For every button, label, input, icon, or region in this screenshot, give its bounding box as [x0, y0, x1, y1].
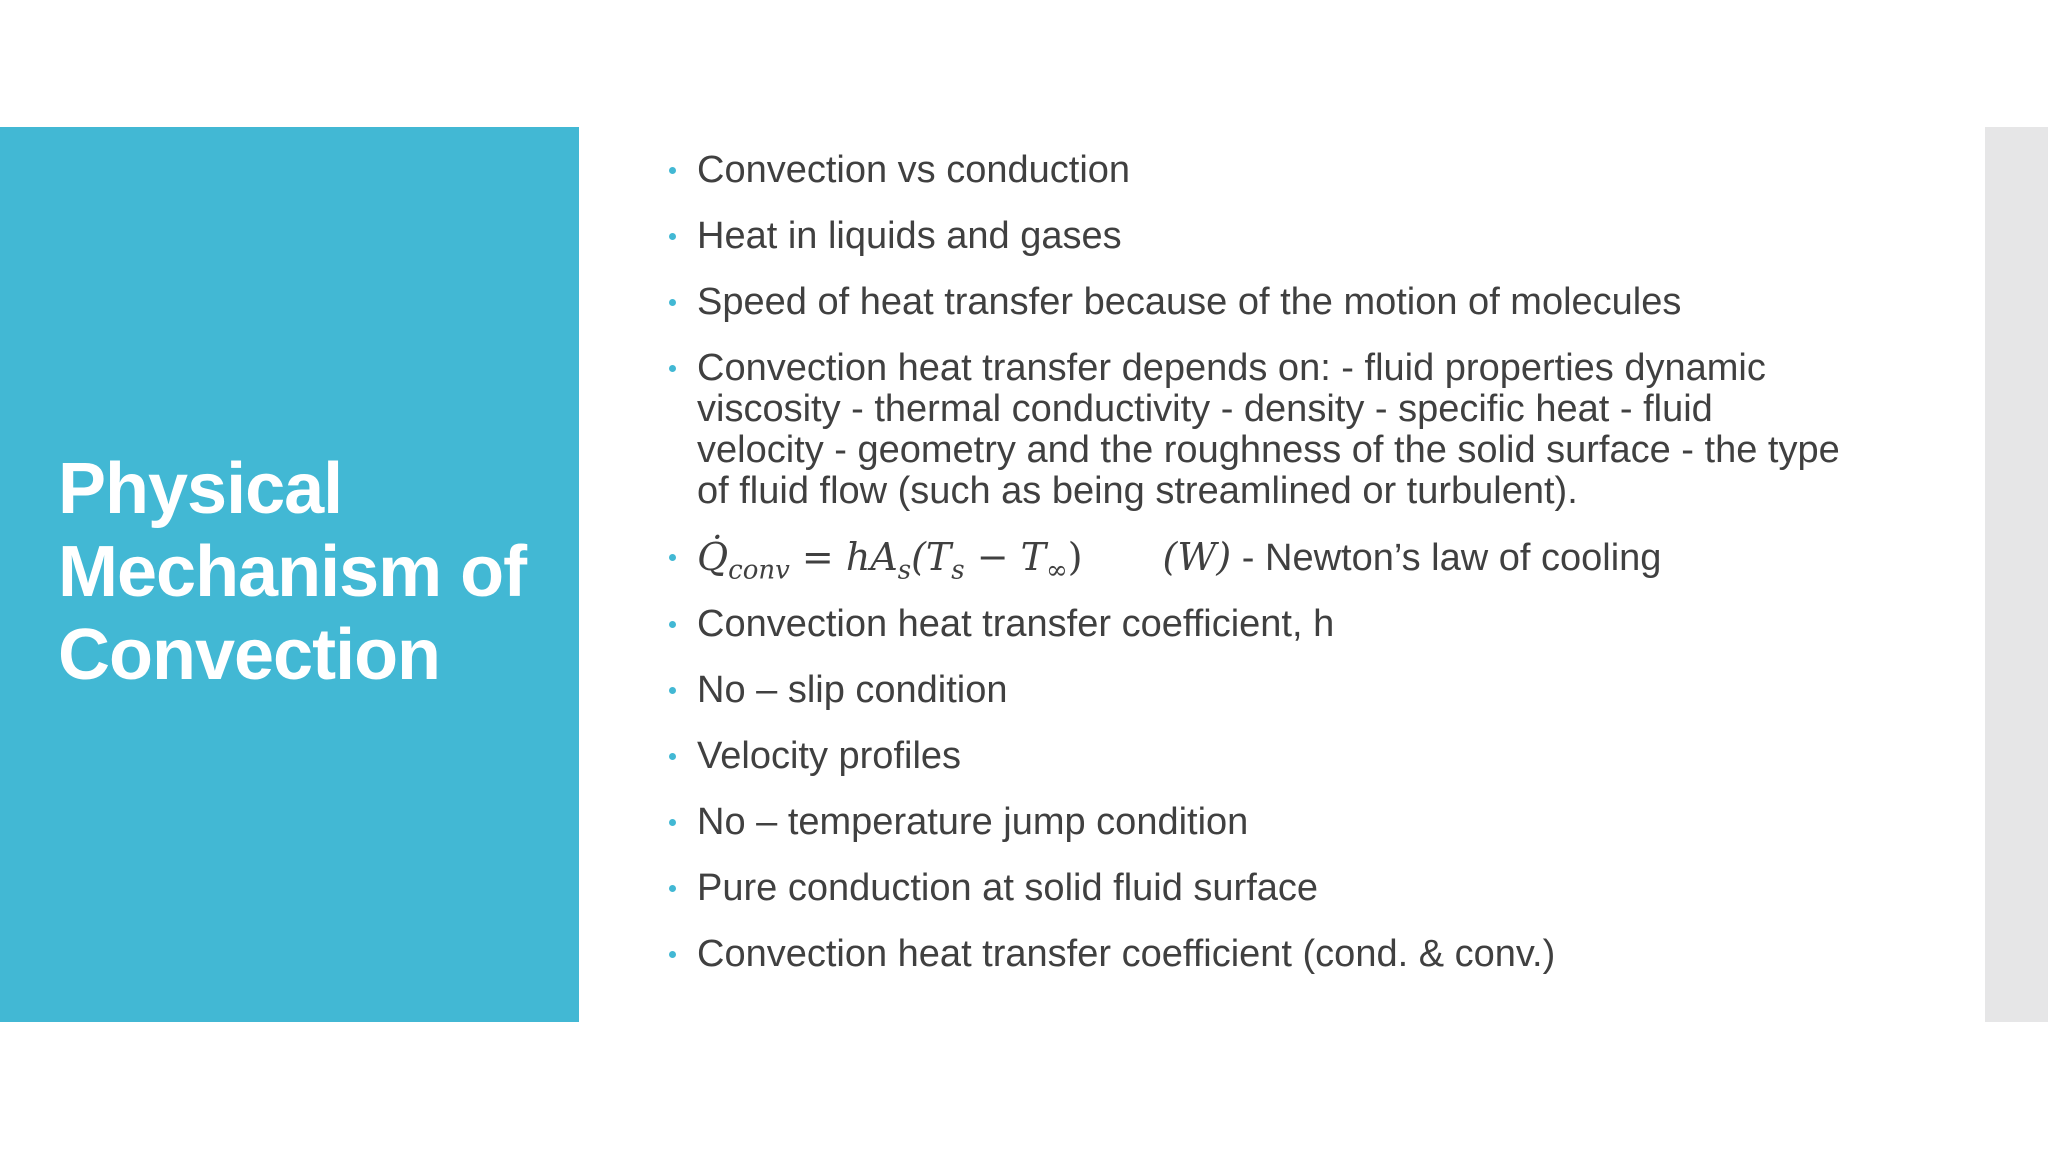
eq-lhs: Q̇	[697, 535, 729, 579]
bullet-text: No – slip condition	[697, 669, 1008, 711]
list-item	[665, 670, 1845, 711]
eq-h-sub: s	[897, 555, 912, 586]
list-item	[665, 934, 1845, 975]
eq-equals: =	[801, 535, 834, 579]
bullet-text: Convection vs conduction	[697, 149, 1131, 191]
bullet-dot-icon	[669, 167, 676, 174]
eq-tinf: T	[1020, 535, 1047, 579]
list-item	[665, 216, 1845, 257]
list-item	[665, 604, 1845, 645]
list-item-equation	[665, 535, 1845, 586]
bullet-dot-icon	[669, 233, 676, 240]
side-strip	[1985, 127, 2048, 1022]
bullet-dot-icon	[669, 299, 676, 306]
bullet-text: Velocity profiles	[697, 735, 962, 777]
eq-minus: −	[976, 535, 1009, 579]
bullet-dot-icon	[669, 621, 676, 628]
eq-open: (T	[911, 535, 952, 579]
equation-caption: - Newton’s law of cooling	[1241, 537, 1662, 579]
bullet-dot-icon	[669, 885, 676, 892]
eq-lhs-sub: conv	[728, 555, 790, 586]
bullet-text: No – temperature jump condition	[697, 801, 1249, 843]
eq-tinf-sub: ∞	[1046, 555, 1068, 586]
bullet-dot-icon	[669, 819, 676, 826]
list-item	[665, 348, 1845, 512]
eq-unit: (W)	[1162, 535, 1232, 579]
newton-cooling-equation	[697, 535, 1232, 586]
bullet-list	[665, 150, 1845, 1000]
bullet-text: Pure conduction at solid fluid surface	[697, 867, 1319, 909]
list-item	[665, 150, 1845, 191]
list-item	[665, 282, 1845, 323]
bullet-dot-icon	[669, 687, 676, 694]
eq-close: )	[1067, 535, 1083, 579]
bullet-text: Convection heat transfer coefficient, h	[697, 603, 1335, 645]
list-item	[665, 868, 1845, 909]
bullet-text: Convection heat transfer depends on: - fluid properties dynamic viscosity - thermal conductivity - density - specific heat - fluid velocity - geometry and the roughness of the solid surface - the type of fluid flow (such as being streamlined or turbulent).	[697, 347, 1840, 512]
eq-ts-sub: s	[951, 555, 965, 586]
bullet-text: Convection heat transfer coefficient (cond. & conv.)	[697, 933, 1556, 975]
eq-h: hA	[845, 535, 898, 579]
bullet-text: Heat in liquids and gases	[697, 215, 1122, 257]
bullet-dot-icon	[669, 753, 676, 760]
slide-title: Physical Mechanism of Convection	[58, 449, 527, 695]
list-item	[665, 736, 1845, 777]
bullet-dot-icon	[669, 554, 676, 561]
bullet-dot-icon	[669, 365, 676, 372]
bullet-dot-icon	[669, 951, 676, 958]
bullet-text: Speed of heat transfer because of the motion of molecules	[697, 281, 1682, 323]
list-item	[665, 802, 1845, 843]
